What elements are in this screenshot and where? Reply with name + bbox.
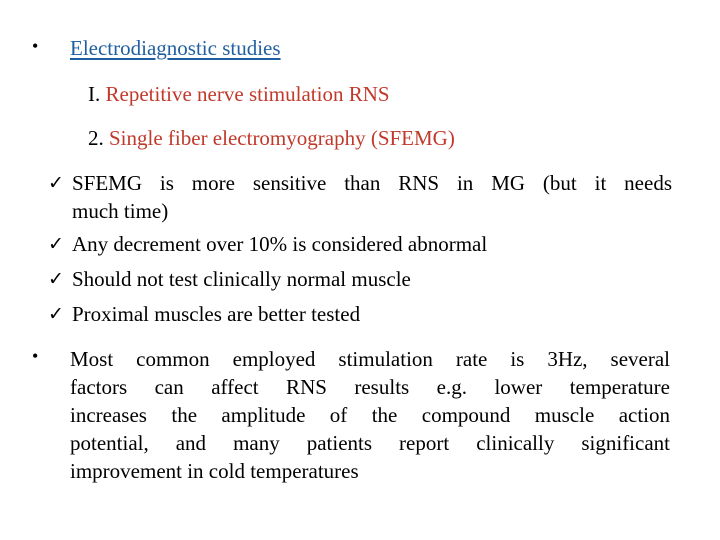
note-paragraph — [70, 345, 670, 485]
note-line-1: Most common employed stimulation rate is 3Hz, several — [70, 347, 670, 371]
subitem-1 — [88, 80, 390, 108]
section-heading[interactable] — [70, 34, 281, 62]
note-line-2: factors can affect RNS results e.g. lower temperature — [70, 375, 670, 399]
subitem-1-number: I. — [88, 82, 101, 106]
subitem-1-text: Repetitive nerve stimulation RNS — [105, 82, 390, 106]
check-item-1-line-2: much time) — [72, 199, 169, 223]
heading-link[interactable]: Electrodiagnostic studies — [70, 36, 281, 60]
check-item-4: Proximal muscles are better tested — [72, 302, 361, 326]
bullet-dot: • — [32, 36, 39, 56]
check-item-1 — [72, 169, 672, 225]
check-item-1-line-1: SFEMG is more sensitive than RNS in MG (but it needs — [72, 171, 672, 195]
bullet-dot: • — [32, 346, 39, 366]
check-item-2: Any decrement over 10% is considered abnormal — [72, 232, 488, 256]
subitem-2-text: Single fiber electromyography (SFEMG) — [109, 126, 455, 150]
note-line-5: improvement in cold temperatures — [70, 459, 359, 483]
checkmark-icon: ✓ — [48, 303, 64, 325]
subitem-2 — [88, 124, 455, 152]
checkmark-icon: ✓ — [48, 268, 64, 290]
checkmark-icon: ✓ — [48, 172, 64, 194]
checkmark-icon: ✓ — [48, 233, 64, 255]
note-line-4: potential, and many patients report clinically significant — [70, 431, 670, 455]
check-item-3: Should not test clinically normal muscle — [72, 267, 411, 291]
note-line-3: increases the amplitude of the compound muscle action — [70, 403, 670, 427]
subitem-2-number: 2. — [88, 126, 104, 150]
